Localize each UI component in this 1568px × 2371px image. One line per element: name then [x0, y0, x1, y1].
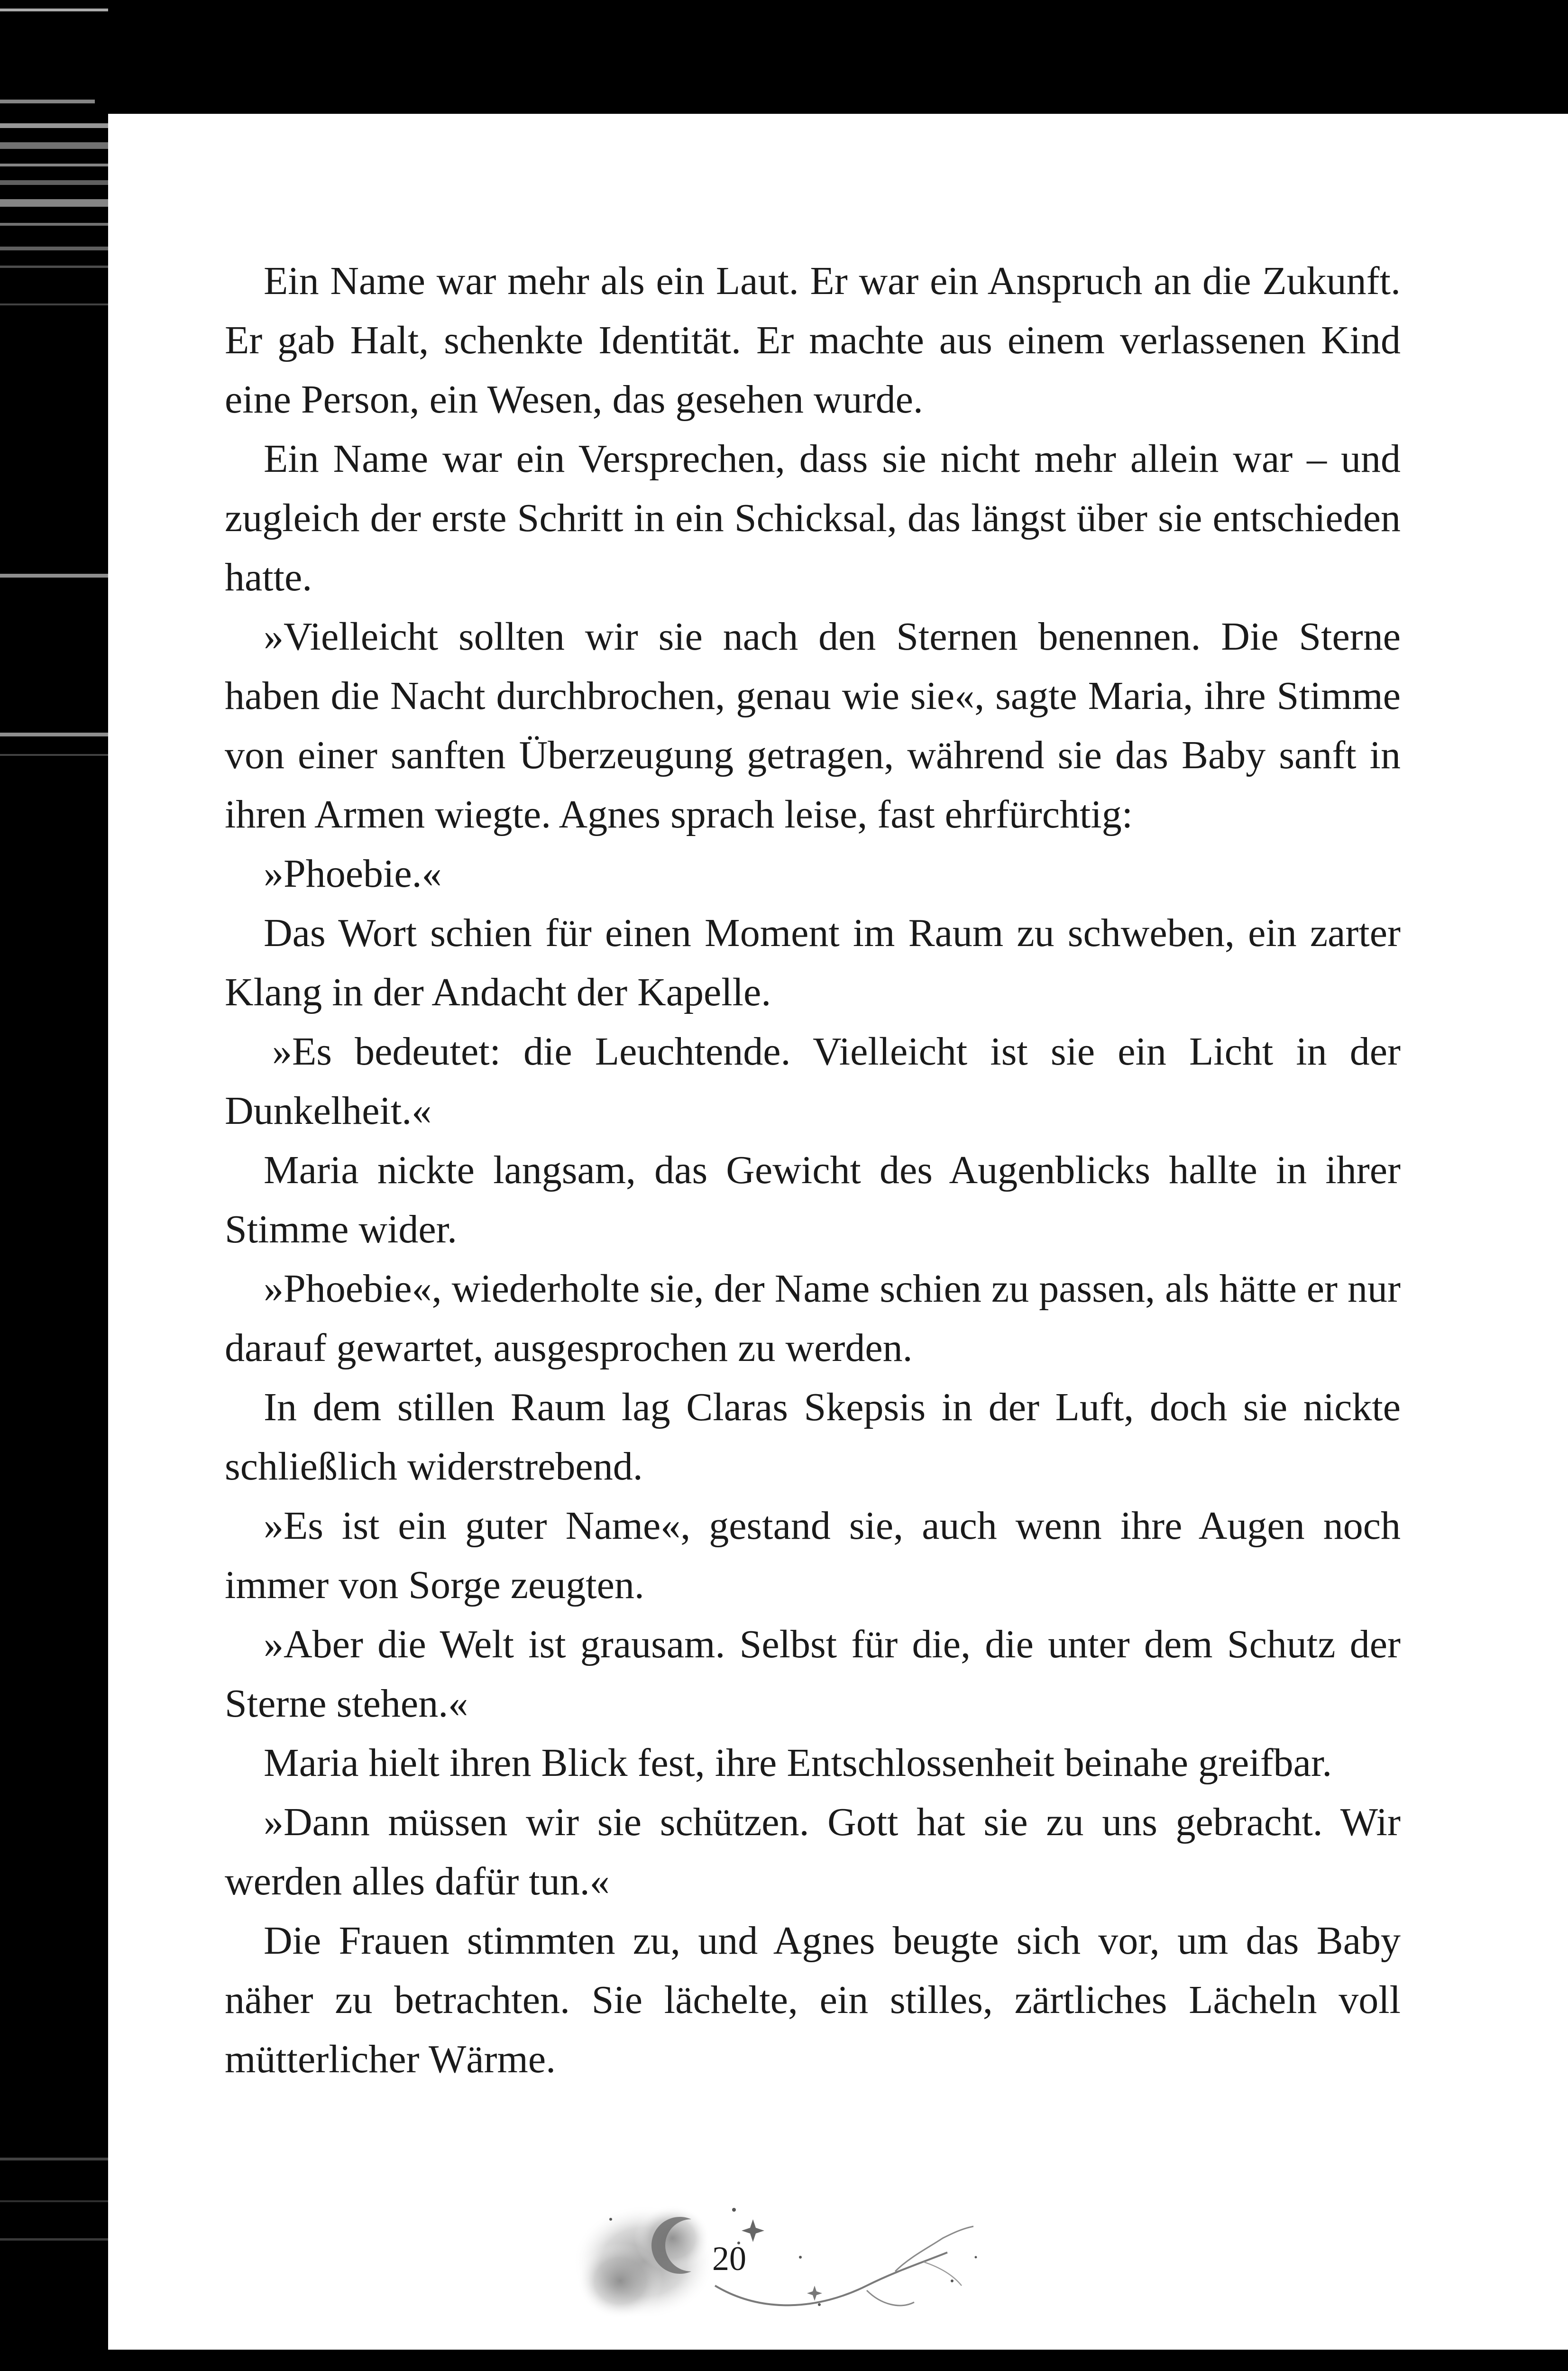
paragraph: »Vielleicht sollten wir sie nach den Sternen benennen. Die Sterne haben die Nacht durchbrochen, genau wie sie«, sagte Maria, ihre Stimme von einer sanften Überzeugung getragen, während sie das Baby sanft in ihren Armen wiegte. Agnes sprach leise, fast ehrfürchtig:: [225, 615, 1401, 836]
paragraph: Die Frauen stimmten zu, und Agnes beugte sich vor, um das Baby näher zu betrachten. Sie lächelte, ein stilles, zärtliches Lächeln voll mütterlicher Wärme.: [225, 1919, 1401, 2081]
paragraph: Maria hielt ihren Blick fest, ihre Entschlossenheit beinahe greifbar.: [264, 1741, 1332, 1785]
scan-edge-streaks: [0, 0, 108, 2371]
paragraph: Ein Name war mehr als ein Laut. Er war ein Anspruch an die Zukunft. Er gab Halt, schenkte Identität. Er machte aus einem verlassenen Kind eine Person, ein Wesen, das gesehen wurde.: [225, 259, 1401, 422]
paragraph: »Aber die Welt ist grausam. Selbst für die, die unter dem Schutz der Sterne stehen.«: [225, 1622, 1401, 1726]
paragraph: Maria nickte langsam, das Gewicht des Augenblicks hallte in ihrer Stimme wider.: [225, 1148, 1401, 1251]
page-number: 20: [712, 2240, 746, 2278]
paragraph: »Dann müssen wir sie schützen. Gott hat sie zu uns gebracht. Wir werden alles dafür tun.«: [225, 1800, 1401, 1903]
paragraph: Ein Name war ein Versprechen, dass sie nicht mehr allein war – und zugleich der erste Schritt in ein Schicksal, das längst über sie entschieden hatte.: [225, 437, 1401, 599]
paragraph: »Es ist ein guter Name«, gestand sie, auch wenn ihre Augen noch immer von Sorge zeugten.: [225, 1504, 1401, 1607]
body-text: [225, 251, 1401, 2089]
moon-flourish-icon: [535, 2191, 1018, 2333]
paragraph: »Phoebie.«: [264, 852, 442, 896]
book-page: [108, 114, 1568, 2350]
paragraph: Das Wort schien für einen Moment im Raum zu schweben, ein zarter Klang in der Andacht der Kapelle.: [225, 911, 1401, 1014]
paragraph: In dem stillen Raum lag Claras Skepsis in der Luft, doch sie nickte schließlich widerstrebend.: [225, 1385, 1401, 1489]
paragraph: »Es bedeutet: die Leuchtende. Vielleicht ist sie ein Licht in der Dunkelheit.«: [225, 1029, 1401, 1133]
paragraph: »Phoebie«, wiederholte sie, der Name schien zu passen, als hätte er nur darauf gewartet, ausgesprochen zu werden.: [225, 1267, 1401, 1370]
